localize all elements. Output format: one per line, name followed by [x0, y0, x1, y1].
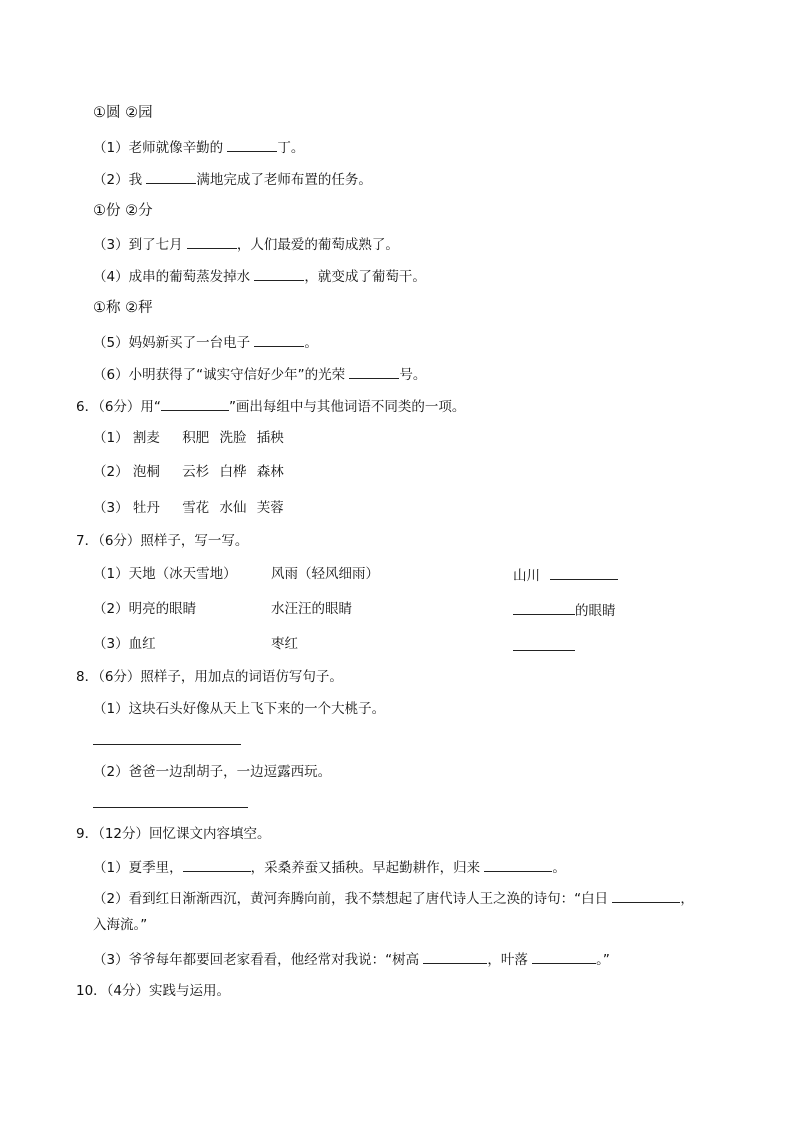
- item6-row-3: [93, 499, 284, 517]
- q4-text-end: ，就变成了葡萄干。: [304, 269, 426, 285]
- item7-r1-c3-label: 山川: [513, 568, 545, 584]
- item7-r3-c2: 枣红: [271, 636, 298, 652]
- item9-line-2: [93, 888, 694, 908]
- item6-title-blank: [161, 396, 229, 411]
- item8-answer-line-2[interactable]: [93, 807, 248, 808]
- row-number: （1）: [93, 430, 129, 446]
- item7-title: 7．（6分）照样子，写一写。: [76, 533, 249, 549]
- item9-l1-c: 。: [552, 860, 566, 876]
- q2-blank[interactable]: [146, 169, 196, 184]
- word-option[interactable]: 森林: [256, 464, 284, 480]
- row-number: （2）: [93, 464, 129, 480]
- item9-l1-blank-1[interactable]: [183, 857, 251, 872]
- item9-l1-a: （1）夏季里，: [93, 860, 183, 876]
- item7-r1-c2: 风雨（轻风细雨）: [271, 566, 379, 582]
- item9-line-2b: 入海流。”: [93, 917, 148, 933]
- item6-title-b: ”画出每组中与其他词语不同类的一项。: [228, 399, 466, 415]
- row-number: （3）: [93, 500, 129, 516]
- item9-l1-b: ，采桑养蚕又插秧。早起勤耕作，归来: [250, 860, 485, 876]
- item8-sentence-1: （1）这块石头好像从天上飞下来的一个大桃子。: [93, 701, 386, 717]
- item10-title: 10．（4分）实践与运用。: [76, 983, 231, 999]
- item8-sentence-2: （2）爸爸一边刮胡子，一边逗露西玩。: [93, 764, 332, 780]
- question-6: [93, 364, 426, 384]
- word-option[interactable]: 水仙: [219, 500, 247, 516]
- q5-text: （5）妈妈新买了一台电子: [93, 335, 255, 351]
- group2-options: ①份 ②分: [93, 203, 153, 219]
- item9-l3-a: （3）爷爷每年都要回老家看看，他经常对我说：“树高: [93, 952, 424, 968]
- item9-l2-blank[interactable]: [612, 888, 680, 903]
- q4-blank[interactable]: [254, 266, 304, 281]
- group1-options: ①圆 ②园: [93, 105, 153, 121]
- word-option[interactable]: 云杉: [182, 464, 210, 480]
- q5-blank[interactable]: [254, 332, 304, 347]
- word-option[interactable]: 白桦: [219, 464, 247, 480]
- question-1: [93, 137, 304, 157]
- word-option[interactable]: 牡丹: [132, 500, 160, 516]
- item7-r1-blank[interactable]: [550, 565, 618, 580]
- q3-text-end: ，人们最爱的葡萄成熟了。: [236, 237, 399, 253]
- q2-text-end: 满地完成了老师布置的任务。: [196, 172, 372, 188]
- item9-l1-blank-2[interactable]: [484, 857, 552, 872]
- q6-blank[interactable]: [349, 364, 399, 379]
- item9-l2-a: （2）看到红日渐渐西沉，黄河奔腾向前，我不禁想起了唐代诗人王之涣的诗句：“白日: [93, 891, 613, 907]
- item6-row-1: [93, 429, 284, 447]
- item9-l2-b: ，: [680, 891, 694, 907]
- q1-text-end: 丁。: [277, 140, 305, 156]
- q1-text: （1）老师就像辛勤的: [93, 140, 228, 156]
- item6-title: [76, 396, 465, 416]
- word-option[interactable]: 插秧: [256, 430, 284, 446]
- item9-l3-blank-2[interactable]: [532, 949, 596, 964]
- word-option[interactable]: 洗脸: [219, 430, 247, 446]
- item7-r2-c1: （2）明亮的眼睛: [93, 601, 197, 617]
- item9-line-3: [93, 949, 610, 969]
- item8-answer-line-1[interactable]: [93, 744, 241, 745]
- question-4: [93, 266, 426, 286]
- item7-r3-c1: （3）血红: [93, 636, 156, 652]
- item7-r2-c3-label: 的眼睛: [575, 603, 616, 619]
- q6-text-end: 号。: [399, 367, 427, 383]
- question-2: [93, 169, 372, 189]
- item7-r2-c2: 水汪汪的眼睛: [271, 601, 352, 617]
- word-option[interactable]: 割麦: [132, 430, 160, 446]
- item7-r3-blank[interactable]: [513, 650, 575, 651]
- word-option[interactable]: 雪花: [182, 500, 210, 516]
- item7-r2-blank[interactable]: [513, 600, 575, 615]
- item6-row-2: [93, 463, 284, 481]
- q5-text-end: 。: [304, 335, 318, 351]
- word-option[interactable]: 泡桐: [132, 464, 160, 480]
- item7-r1-c1: （1）天地（冰天雪地）: [93, 566, 237, 582]
- item7-r1-c3: [513, 565, 618, 585]
- q2-text: （2）我: [93, 172, 147, 188]
- word-option[interactable]: 积肥: [182, 430, 210, 446]
- item9-l3-blank-1[interactable]: [423, 949, 487, 964]
- question-3: [93, 234, 399, 254]
- group3-options: ①称 ②秤: [93, 300, 153, 316]
- q6-text: （6）小明获得了“诚实守信好少年”的光荣: [93, 367, 350, 383]
- q3-text: （3）到了七月: [93, 237, 187, 253]
- item6-title-a: 6．（6分）用“: [76, 399, 161, 415]
- item8-title: 8．（6分）照样子，用加点的词语仿写句子。: [76, 669, 343, 685]
- item9-title: 9．（12分）回忆课文内容填空。: [76, 826, 271, 842]
- item7-r2-c3: [513, 600, 616, 620]
- q4-text: （4）成串的葡萄蒸发掉水: [93, 269, 255, 285]
- question-5: [93, 332, 318, 352]
- item9-l3-c: 。”: [596, 952, 610, 968]
- item9-l3-b: ，叶落: [487, 952, 533, 968]
- q3-blank[interactable]: [187, 234, 237, 249]
- word-option[interactable]: 芙蓉: [256, 500, 284, 516]
- item9-line-1: [93, 857, 566, 877]
- q1-blank[interactable]: [227, 137, 277, 152]
